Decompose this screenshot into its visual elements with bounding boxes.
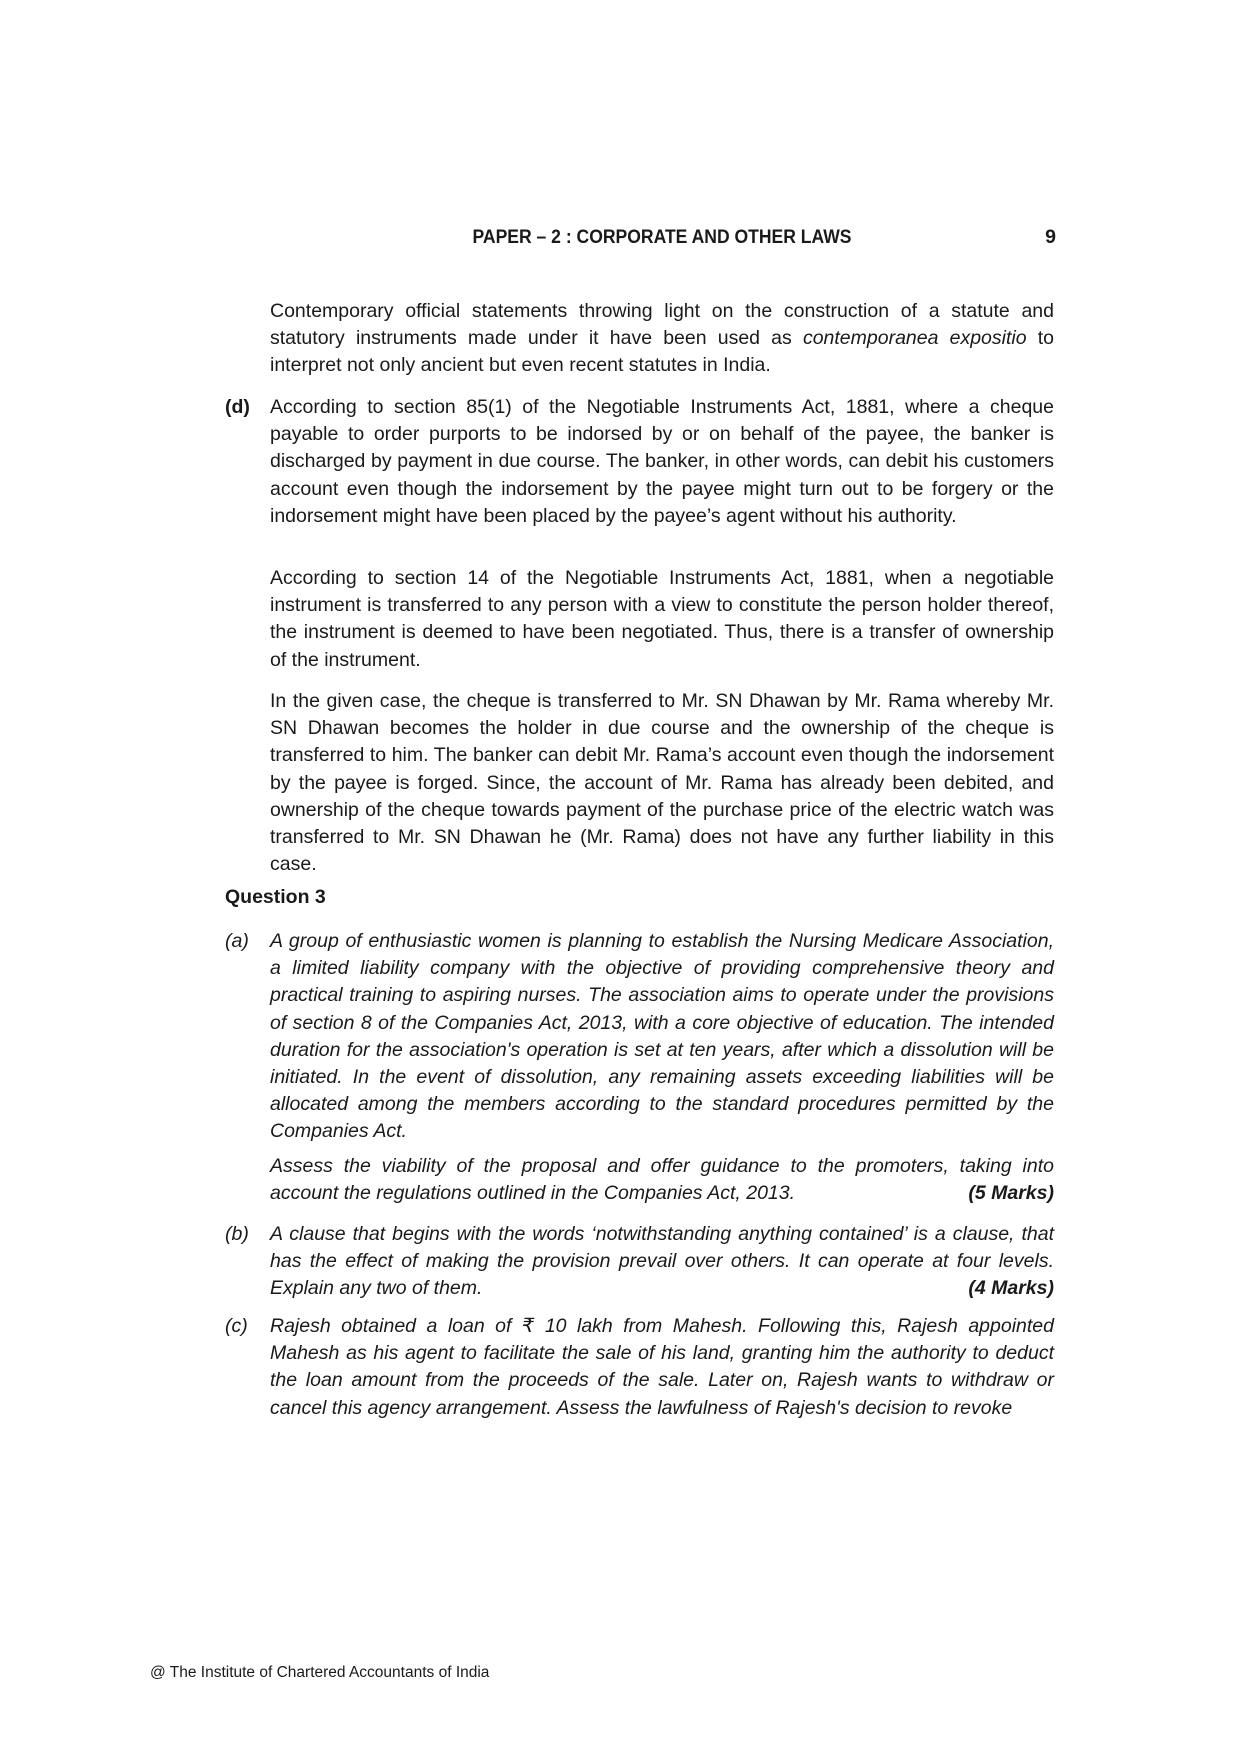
- paper-title: PAPER – 2 : CORPORATE AND OTHER LAWS: [472, 226, 852, 248]
- intro-text-italic: contemporanea expositio: [802, 327, 1027, 350]
- part-d-paragraph-3: [270, 688, 1054, 878]
- part-d-label: (d): [225, 396, 250, 418]
- question-b-text: A clause that begins with the words ‘notwithstanding anything contained’ is a clause, that has the effect of making the provision prevail over others. It can operate at four levels. Explain any two of them.: [270, 1223, 1054, 1300]
- question-heading: Question 3: [225, 886, 326, 908]
- intro-paragraph: [270, 298, 1054, 380]
- question-a-text: A group of enthusiastic women is planning to establish the Nursing Medicare Association, a limited liability company with the objective of providing comprehensive theory and practical training to aspiring nurses. The association aims to operate under the provisions of section 8 of the Companies Act, 2013, with a core objective of education. The intended duration for the association's operation is set at ten years, after which a dissolution will be initiated. In the event of dissolution, any remaining assets exceeding liabilities will be allocated among the members according to the standard procedures permitted by the Companies Act.: [270, 930, 1054, 1143]
- question-b-paragraph: [270, 1221, 1054, 1303]
- page-footer: @ The Institute of Chartered Accountants of India: [150, 1664, 490, 1681]
- intro-text-after: to interpret not only ancient but even recent statutes in India.: [270, 327, 1054, 377]
- question-c-paragraph: [270, 1313, 1054, 1422]
- question-a-paragraph-2: [270, 1153, 1054, 1207]
- question-a-marks: (5 Marks): [968, 1182, 1054, 1205]
- part-d-text-1: According to section 85(1) of the Negotiable Instruments Act, 1881, where a cheque payable to order purports to be indorsed by or on behalf of the payee, the banker is discharged by payment in due course. The banker, in other words, can debit his customers account even though the indorsement by the payee might turn out to be forgery or the indorsement might have been placed by the payee’s agent without his authority.: [270, 396, 1054, 527]
- page-header: [268, 226, 1056, 256]
- question-b-marks: (4 Marks): [968, 1277, 1054, 1300]
- page-number: 9: [1045, 226, 1056, 248]
- question-c-text: Rajesh obtained a loan of ₹ 10 lakh from Mahesh. Following this, Rajesh appointed Mahesh as his agent to facilitate the sale of his land, granting him the authority to deduct the loan amount from the proceeds of the sale. Later on, Rajesh wants to withdraw or cancel this agency arrangement. Assess the lawfulness of Rajesh's decision to revoke: [270, 1315, 1054, 1419]
- part-d-paragraph-1: [270, 394, 1054, 530]
- part-d-text-3: In the given case, the cheque is transferred to Mr. SN Dhawan by Mr. Rama whereby Mr. SN Dhawan becomes the holder in due course and the ownership of the cheque is transferred to him. The banker can debit Mr. Rama’s account even though the indorsement by the payee is forged. Since, the account of Mr. Rama has already been debited, and ownership of the cheque towards payment of the purchase price of the electric watch was transferred to Mr. SN Dhawan he (Mr. Rama) does not have any further liability in this case.: [270, 690, 1054, 876]
- question-b-label: (b): [225, 1223, 249, 1245]
- part-d-paragraph-2: [270, 565, 1054, 674]
- question-a-paragraph-1: [270, 928, 1054, 1146]
- question-a-label: (a): [225, 930, 249, 952]
- intro-text-before: Contemporary official statements throwing light on the construction of a statute and statutory instruments made under it have been used as: [270, 300, 1054, 350]
- part-d-text-2: According to section 14 of the Negotiable Instruments Act, 1881, when a negotiable instrument is transferred to any person with a view to constitute the person holder thereof, the instrument is deemed to have been negotiated. Thus, there is a transfer of ownership of the instrument.: [270, 567, 1054, 671]
- question-c-label: (c): [225, 1315, 248, 1337]
- question-a-instruction: Assess the viability of the proposal and offer guidance to the promoters, taking into account the regulations outlined in the Companies Act, 2013.: [270, 1155, 1054, 1205]
